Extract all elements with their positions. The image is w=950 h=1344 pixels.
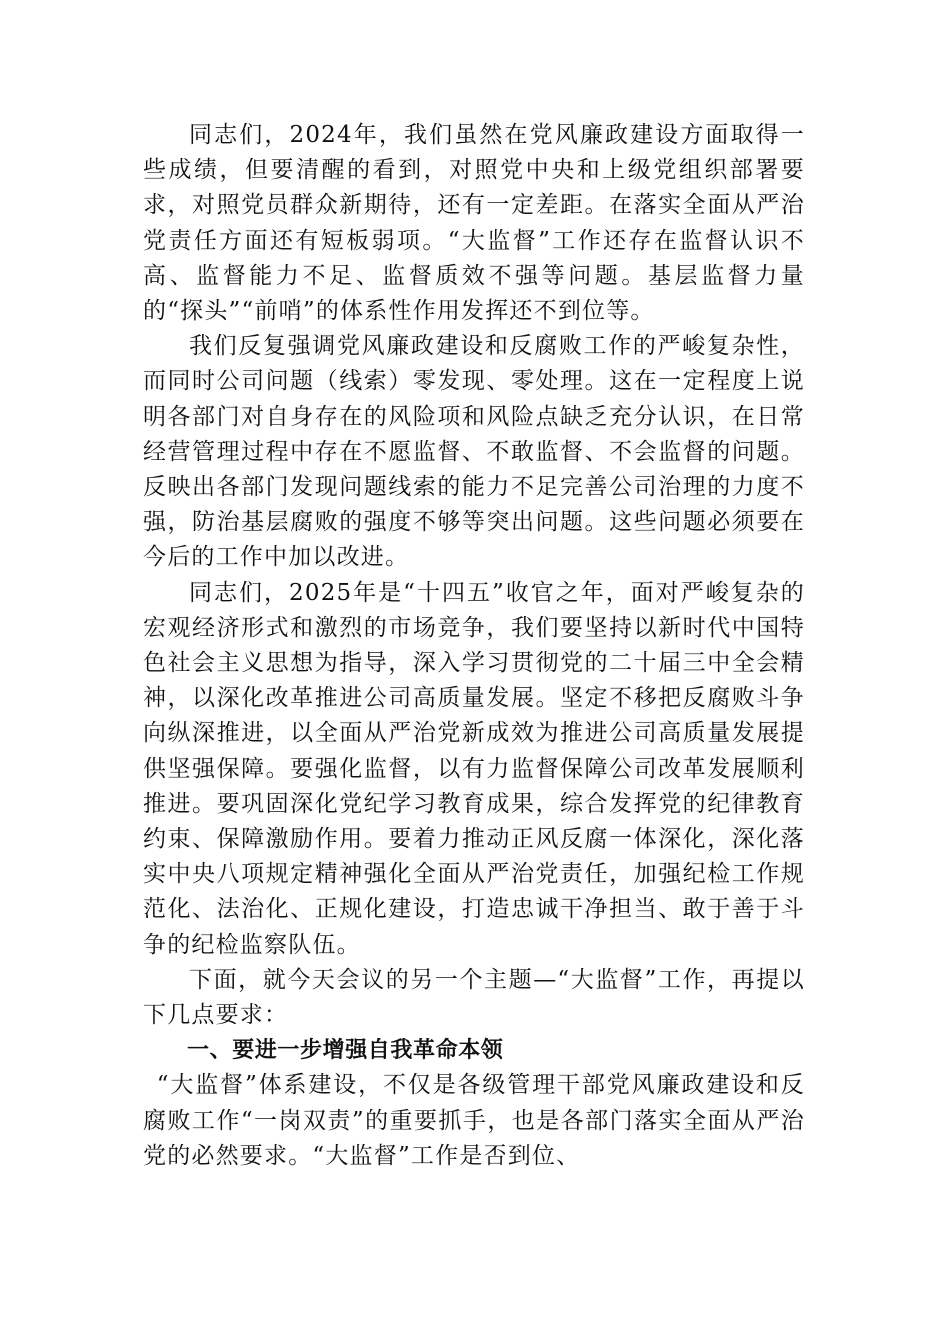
section-heading: 一、要进一步增强自我革命本领: [187, 1038, 504, 1064]
document-body: [143, 118, 805, 1174]
paragraph-1: 同志们，2024年，我们虽然在党风廉政建设方面取得一些成绩，但要清醒的看到，对照党中央和上级党组织部署要求，对照党员群众新期待，还有一定差距。在落实全面从严治党责任方面还有短板弱项。“大监督”工作还存在监督认识不高、监督能力不足、监督质效不强等问题。基层监督力量的“探头”“前哨”的体系性作用发挥还不到位等。: [143, 122, 805, 325]
paragraph-4: 下面，就今天会议的另一个主题—“大监督”工作，再提以下几点要求：: [143, 966, 805, 1029]
paragraph-3: 同志们，2025年是“十四五”收官之年，面对严峻复杂的宏观经济形式和激烈的市场竞争，我们要坚持以新时代中国特色社会主义思想为指导，深入学习贯彻党的二十届三中全会精神，以深化改革推进公司高质量发展。坚定不移把反腐败斗争向纵深推进，以全面从严治党新成效为推进公司高质量发展提供坚强保障。要强化监督，以有力监督保障公司改革发展顺利推进。要巩固深化党纪学习教育成果，综合发挥党的纪律教育约束、保障激励作用。要着力推动正风反腐一体深化，深化落实中央八项规定精神强化全面从严治党责任，加强纪检工作规范化、法治化、正规化建设，打造忠诚干净担当、敢于善于斗争的纪检监察队伍。: [143, 579, 805, 958]
paragraph-5: “大监督”体系建设，不仅是各级管理干部党风廉政建设和反腐败工作“一岗双责”的重要抓手，也是各部门落实全面从严治党的必然要求。“大监督”工作是否到位、: [143, 1072, 805, 1169]
paragraph-2: 我们反复强调党风廉政建设和反腐败工作的严峻复杂性，而同时公司问题（线索）零发现、零处理。这在一定程度上说明各部门对自身存在的风险项和风险点缺乏充分认识，在日常经营管理过程中存在不愿监督、不敢监督、不会监督的问题。反映出各部门发现问题线索的能力不足完善公司治理的力度不强，防治基层腐败的强度不够等突出问题。这些问题必须要在今后的工作中加以改进。: [143, 333, 805, 571]
